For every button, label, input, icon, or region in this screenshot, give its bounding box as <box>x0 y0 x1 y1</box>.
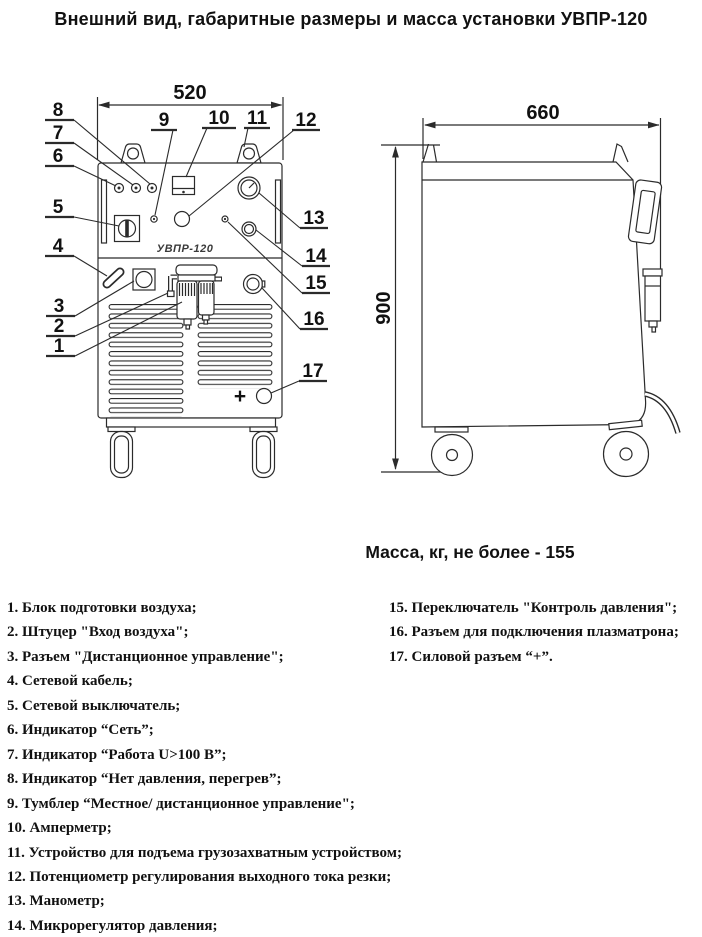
legend-item: 2. Штуцер "Вход воздуха"; <box>7 624 189 641</box>
legend-item: 14. Микрорегулятор давления; <box>7 917 218 934</box>
caster-side-rear <box>604 420 649 476</box>
caster-front-right <box>250 427 277 478</box>
callout-12: 12 <box>295 110 317 131</box>
callout-9: 9 <box>158 110 170 131</box>
potentiometer-knob <box>175 212 190 227</box>
page-title: Внешний вид, габаритные размеры и масса установки УВПР-120 <box>54 9 648 29</box>
plinth <box>107 418 276 427</box>
cabinet-side <box>422 144 646 427</box>
legend-item: 1. Блок подготовки воздуха; <box>7 600 197 616</box>
front-view <box>45 82 330 478</box>
callout-4: 4 <box>52 236 64 257</box>
legend-item: 7. Индикатор “Работа U>100 В”; <box>7 746 227 763</box>
callout-11: 11 <box>246 108 268 129</box>
legend-item: 17. Силовой разъем “+”. <box>389 648 553 665</box>
legend-left-column <box>7 596 402 937</box>
side-air-filter <box>643 269 662 332</box>
manometer <box>238 177 260 199</box>
mains-switch <box>115 216 140 242</box>
callout-3: 3 <box>53 296 65 317</box>
legend-item: 10. Амперметр; <box>7 820 112 837</box>
pressure-microregulator <box>242 222 256 236</box>
legend-item: 15. Переключатель "Контроль давления"; <box>389 600 678 616</box>
remote-control-connector <box>133 269 155 290</box>
power-connector <box>257 389 272 404</box>
ammeter <box>173 177 195 195</box>
callout-13: 13 <box>303 208 325 229</box>
caster-side-front <box>432 427 473 476</box>
legend-item: 16. Разъем для подключения плазматрона; <box>389 624 679 641</box>
legend-item: 8. Индикатор “Нет давления, перегрев”; <box>7 771 282 788</box>
vent-louvers-left <box>109 304 184 417</box>
callout-6: 6 <box>52 146 64 167</box>
legend-item: 9. Тумблер “Местное/ дистанционное управление"; <box>7 795 355 812</box>
model-label: УВПР-120 <box>156 243 214 255</box>
output-cable <box>645 394 678 433</box>
callout-15: 15 <box>305 273 327 294</box>
callout-2: 2 <box>53 316 65 337</box>
side-height-dimension: 900 <box>373 291 395 325</box>
callout-14: 14 <box>305 246 327 267</box>
legend-item: 4. Сетевой кабель; <box>7 673 133 690</box>
mass-note: Масса, кг, не более - 155 <box>365 542 575 562</box>
plus-symbol: + <box>233 385 247 408</box>
legend-item: 5. Сетевой выключатель; <box>7 697 181 714</box>
side-view <box>373 102 678 477</box>
caster-front-left <box>108 427 135 478</box>
air-inlet-fitting <box>168 291 175 297</box>
callout-8: 8 <box>52 100 64 121</box>
side-width-dimension: 660 <box>526 102 560 124</box>
legend-item: 12. Потенциометр регулирования выходного тока резки; <box>7 868 392 885</box>
lifting-lug-left <box>121 144 145 163</box>
callout-1: 1 <box>53 336 65 357</box>
legend-item: 11. Устройство для подъема грузозахватным устройством; <box>7 844 402 861</box>
handle-rail-left <box>102 180 107 243</box>
technical-drawing <box>0 80 702 540</box>
legend-item: 6. Индикатор “Сеть”; <box>7 722 154 739</box>
callout-5: 5 <box>52 197 64 218</box>
front-width-dimension: 520 <box>173 82 207 104</box>
legend-item: 3. Разъем "Дистанционное управление"; <box>7 648 284 665</box>
legend-item: 13. Манометр; <box>7 893 105 910</box>
callout-17: 17 <box>302 361 324 382</box>
legend-right-column <box>389 596 679 669</box>
callout-16: 16 <box>303 309 325 330</box>
handle-rail-right <box>276 180 281 243</box>
callout-10: 10 <box>208 108 230 129</box>
callout-7: 7 <box>52 123 64 144</box>
